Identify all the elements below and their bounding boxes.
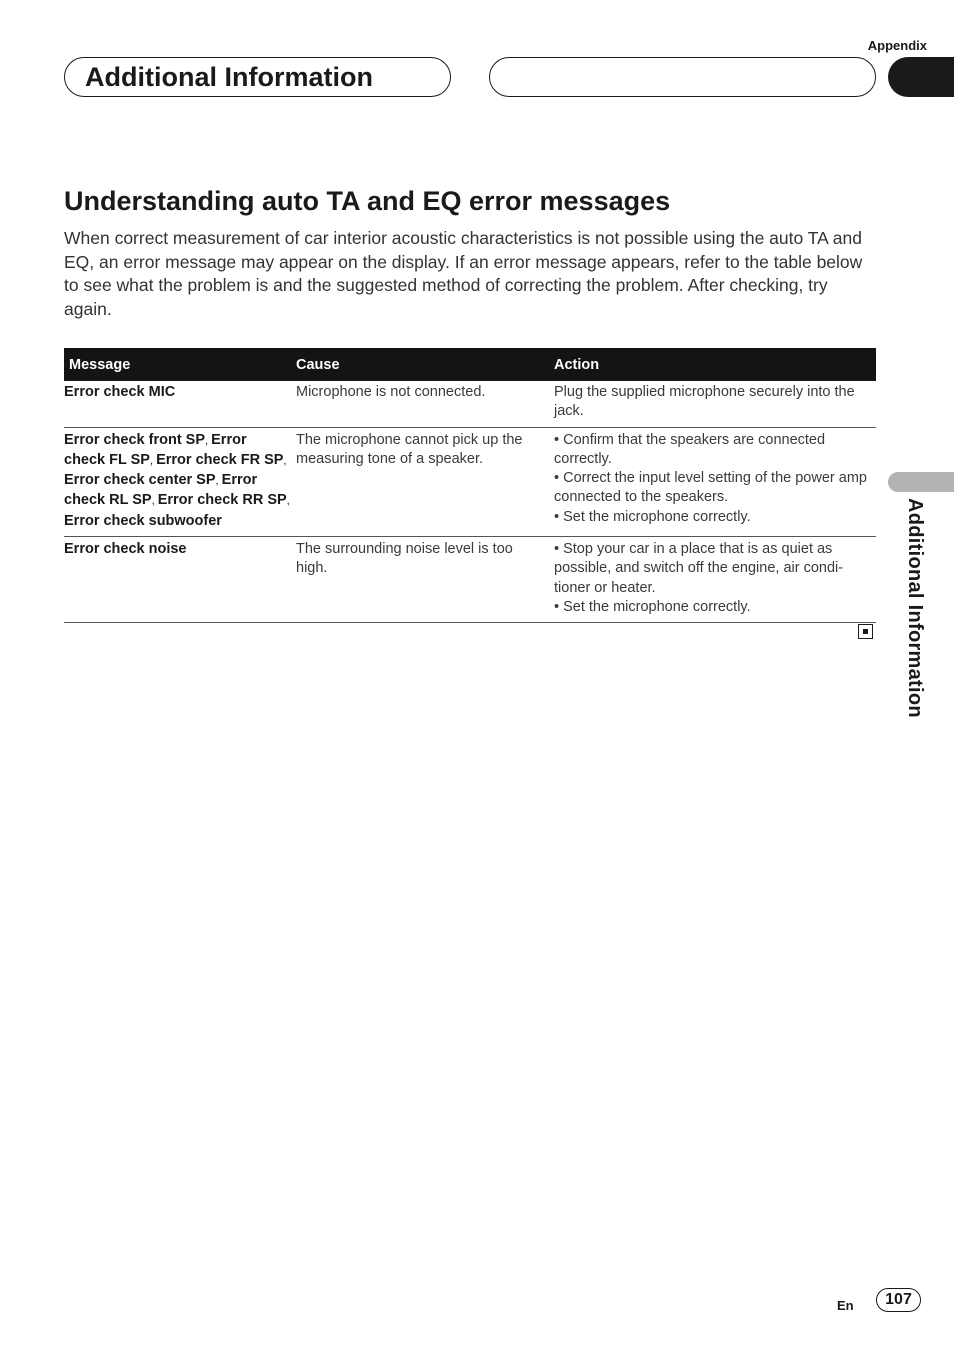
- empty-header-pill: [489, 57, 876, 97]
- section-title-pill: [64, 57, 451, 97]
- action-item: • Stop your car in a place that is as quiet as possible, and switch off the engine, air condi-tioner or heater.: [554, 541, 844, 596]
- row-action: [554, 427, 876, 536]
- action-item: • Set the microphone correctly.: [554, 598, 751, 615]
- table-row: [64, 537, 876, 623]
- error-message-table: [64, 348, 876, 623]
- header-cause: Cause: [296, 348, 554, 381]
- row-message: Error check MIC: [64, 381, 296, 427]
- action-item: • Confirm that the speakers are connected correctly.: [554, 431, 826, 467]
- message-separator: ,: [283, 454, 287, 467]
- language-label: En: [837, 1298, 854, 1313]
- appendix-label: Appendix: [867, 38, 927, 53]
- end-of-section-icon: [858, 624, 873, 639]
- page-number: 107: [876, 1288, 921, 1312]
- row-action: [554, 381, 876, 427]
- action-item: Plug the supplied microphone securely into the jack.: [554, 384, 855, 420]
- message-separator: ,: [205, 434, 212, 447]
- row-cause: The surrounding noise level is too high.: [296, 537, 554, 623]
- section-title: Additional Information: [85, 61, 373, 92]
- message-part: Error check subwoofer: [64, 512, 222, 529]
- message-part: Error check FR SP: [156, 451, 284, 468]
- message-part: Error check RR SP: [157, 492, 287, 509]
- header-message: Message: [64, 348, 296, 381]
- side-tab-marker: [888, 472, 954, 492]
- page-title: Understanding auto TA and EQ error messages: [64, 186, 671, 216]
- row-action: [554, 537, 876, 623]
- row-message: [64, 427, 296, 536]
- message-part: Error check RL SP: [64, 472, 258, 509]
- table-row: [64, 381, 876, 427]
- row-message: Error check noise: [64, 537, 296, 623]
- table-row: [64, 427, 876, 536]
- row-cause: Microphone is not connected.: [296, 381, 554, 427]
- message-part: Error check front SP: [64, 431, 206, 448]
- action-item: • Set the microphone correctly.: [554, 508, 751, 525]
- side-tab-label: Additional Information: [904, 498, 926, 718]
- row-cause: The microphone cannot pick up the measuring tone of a speaker.: [296, 427, 554, 536]
- message-separator: ,: [286, 495, 290, 508]
- intro-paragraph: When correct measurement of car interior acoustic characteristics is not possible using the auto TA and EQ, an error message may appear on the display. If an error message appears, refer to the table below to see what the problem is and the suggested method of correcting the problem. After checking, try again.: [64, 228, 863, 320]
- action-item: • Correct the input level setting of the power amp connected to the speakers.: [554, 470, 867, 506]
- message-separator: ,: [149, 454, 157, 467]
- message-part: Error check FL SP: [64, 431, 247, 468]
- message-part: Error check center SP: [64, 472, 216, 489]
- table-header-row: [64, 348, 876, 381]
- message-separator: ,: [215, 475, 222, 488]
- black-header-tab: [888, 57, 954, 97]
- message-separator: ,: [151, 495, 158, 508]
- header-action: Action: [554, 348, 876, 381]
